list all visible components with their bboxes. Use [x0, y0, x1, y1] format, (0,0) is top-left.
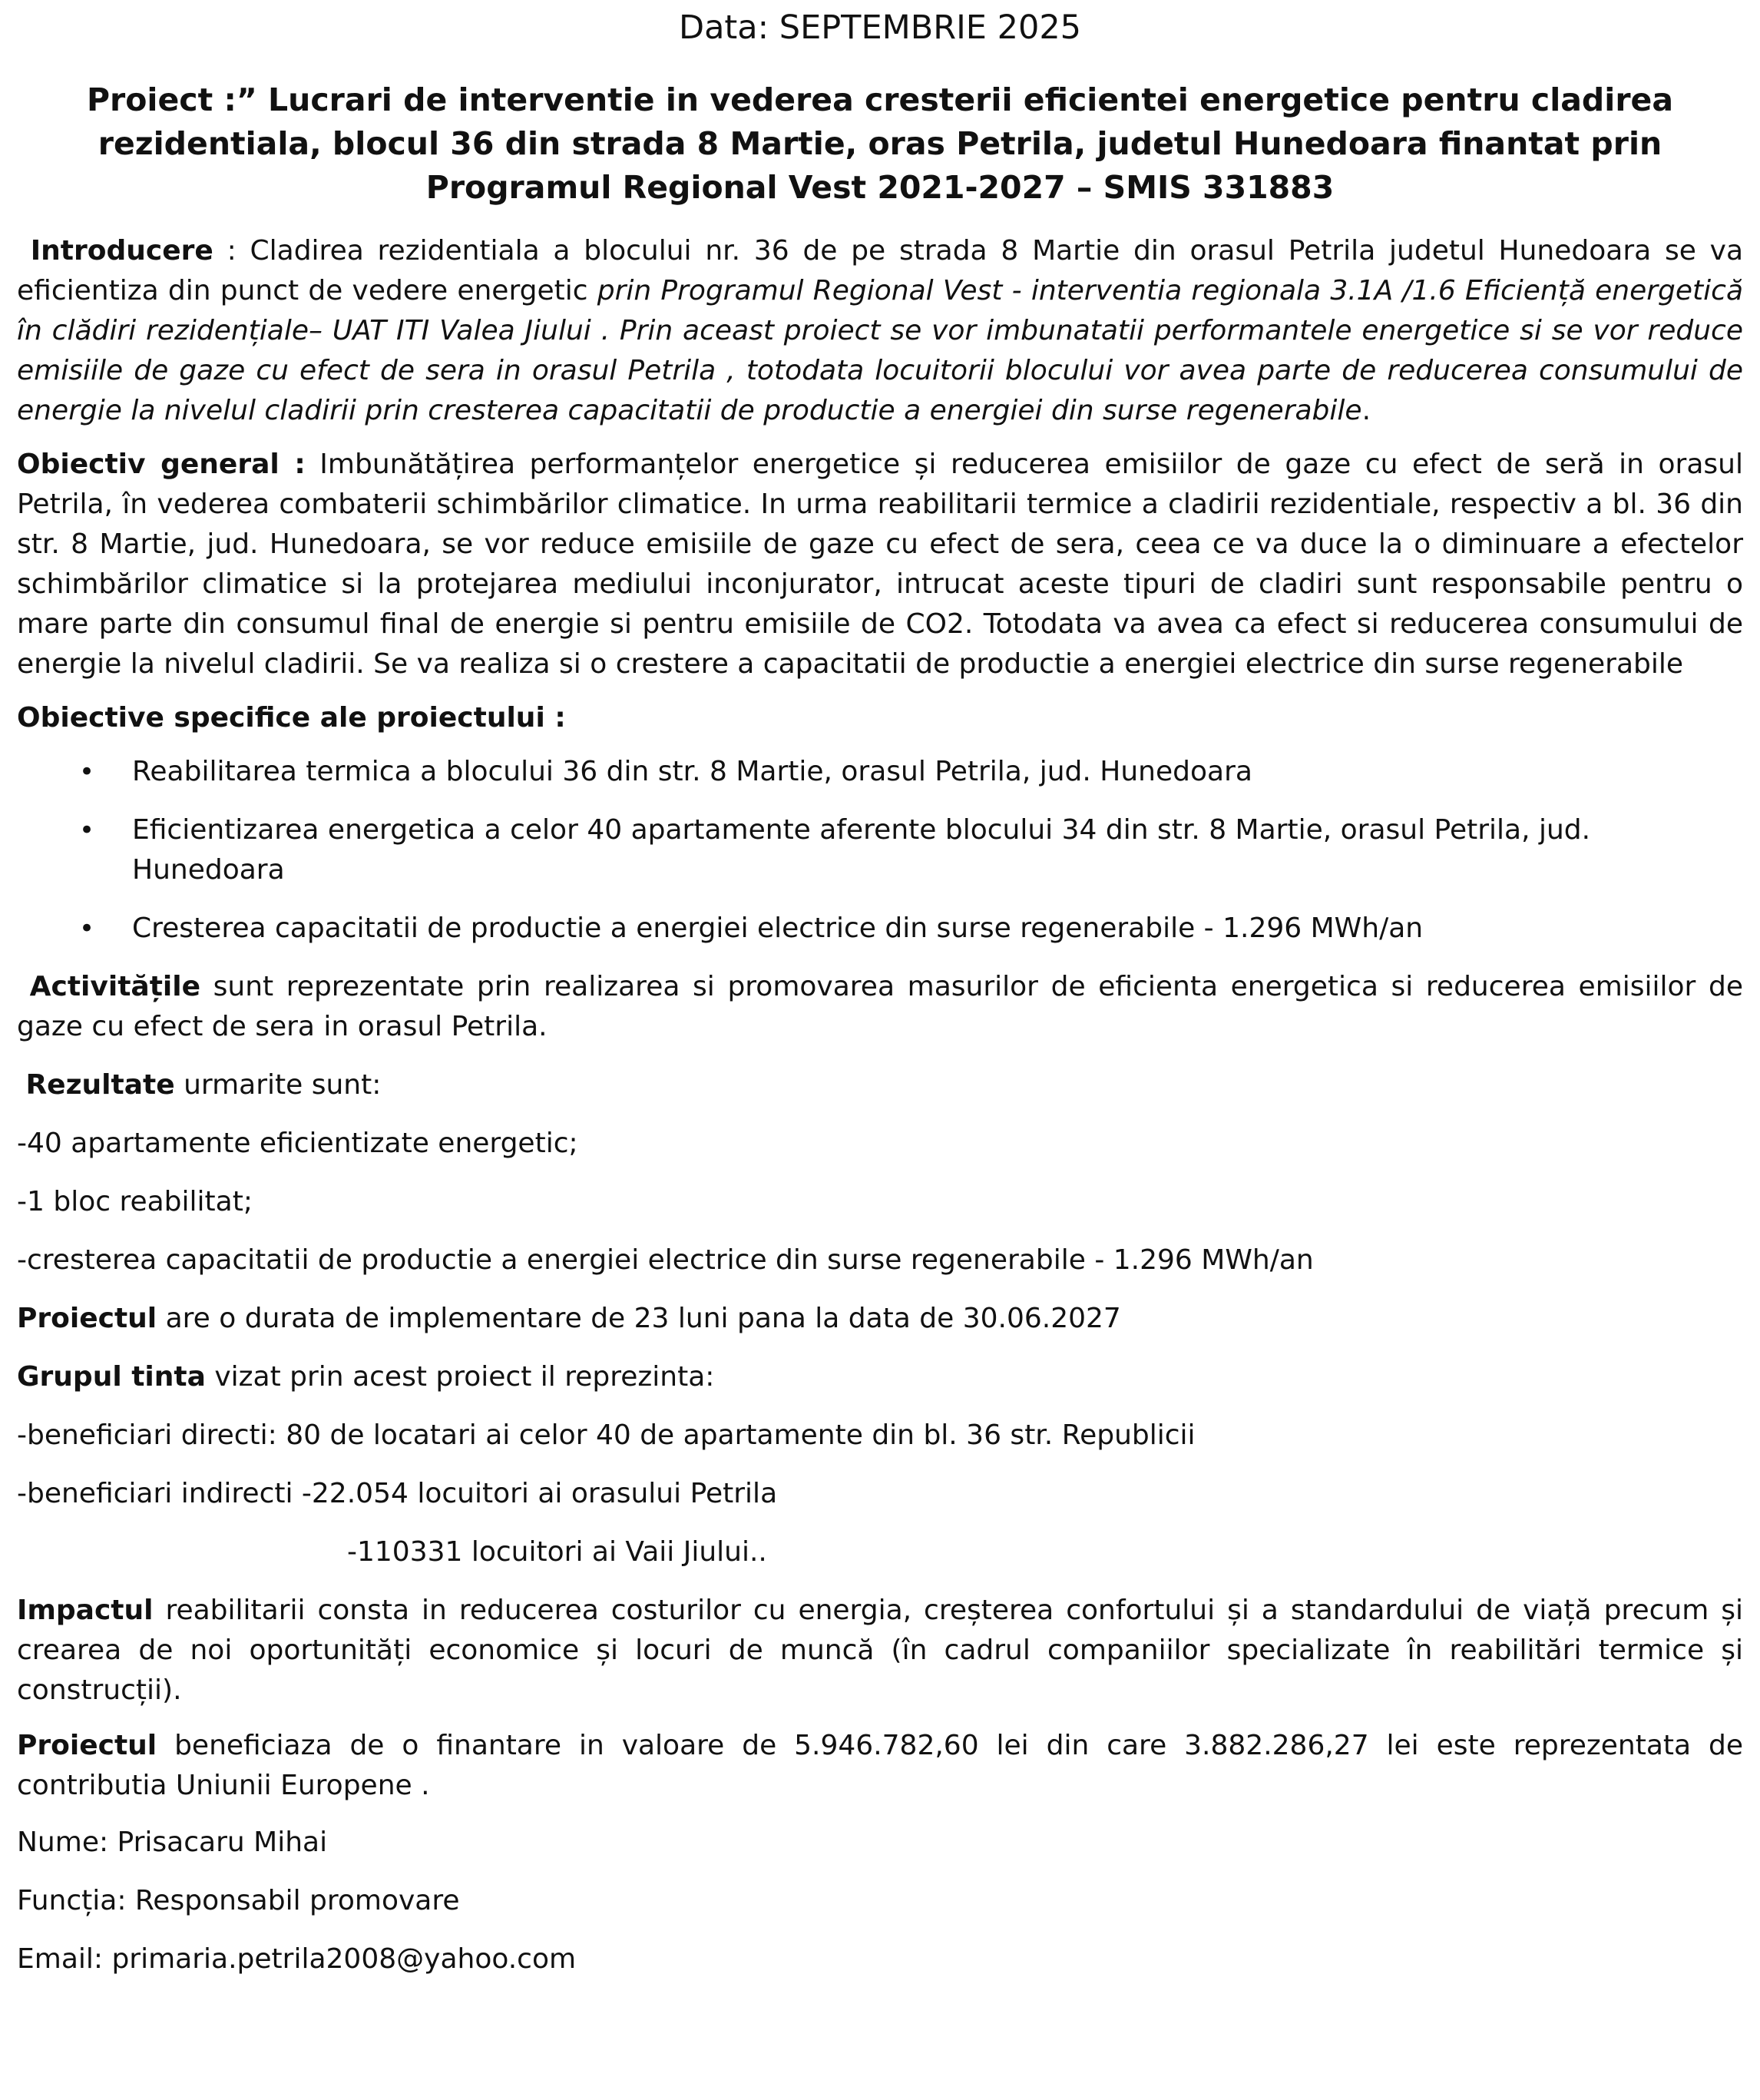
contact-name: Nume: Prisacaru Mihai: [17, 1827, 328, 1858]
funding-paragraph: [17, 1726, 1743, 1806]
result-item: -40 apartamente eficientizate energetic;: [17, 1128, 578, 1159]
impact-text: reabilitarii consta in reducerea costurilor cu energia, creșterea confortului și a standardului de viață precum și crearea de noi oportunități economice și locuri de muncă (în cadrul companiilor specializate în reabilitări termice și construcții).: [17, 1595, 1743, 1706]
result-item: -1 bloc reabilitat;: [17, 1186, 253, 1217]
activities-label: Activitățile: [29, 971, 201, 1002]
bullet-icon: •: [78, 815, 95, 846]
list-item: [17, 909, 1743, 949]
document-page: [17, 0, 1743, 1998]
contact-email: Email: primaria.petrila2008@yahoo.com: [17, 1943, 577, 1975]
list-item: [17, 810, 1743, 890]
target-group-line: [17, 1357, 1743, 1397]
list-item-text: Reabilitarea termica a blocului 36 din str. 8 Martie, orasul Petrila, jud. Hunedoara: [132, 756, 1252, 787]
indirect-beneficiaries-valley: -110331 locuitori ai Vaii Jiului..: [347, 1536, 767, 1568]
results-text: urmarite sunt:: [174, 1069, 382, 1101]
impact-label: Impactul: [17, 1595, 154, 1626]
impact-paragraph: [17, 1591, 1743, 1711]
target-label: Grupul tinta: [17, 1361, 206, 1393]
objective-text: Imbunătățirea performanțelor energetice și reducerea emisiilor de gaze cu efect de seră in orasul Petrila, în vederea combaterii schimbărilor climatice. In urma reabilitarii termice a cladirii rezidentiale, respectiv a bl. 36 din str. 8 Martie, jud. Hunedoara, se vor reduce emisiile de gaze cu efect de sera, ceea ce va duce la o diminuare a efectelor schimbărilor climatice si la protejarea mediului inconjurator, intrucat aceste tipuri de cladiri sunt responsabile pentru o mare parte din consumul final de energie si pentru emisiile de CO2. Totodata va avea ca efect si reducerea consumului de energie la nivelul cladirii. Se va realiza si o crestere a capacitatii de productie a energiei electrice din surse regenerabile: [17, 449, 1743, 680]
intro-italic-text: prin Programul Regional Vest - interventia regionala 3.1A /1.6 Eficiență energetică în clădiri rezidențiale– UAT ITI Valea Jiului . Prin aceast proiect se vor imbunatatii performantele energetice si se vor reduce emisiile de gaze cu efect de sera in orasul Petrila , totodata locuitorii blocului vor avea parte de reducerea consumului de energie la nivelul cladirii prin cresterea capacitatii de productie a energiei din surse regenerabile: [17, 275, 1744, 426]
duration-text: are o durata de implementare de 23 luni pana la data de 30.06.2027: [157, 1303, 1121, 1334]
specific-objectives-heading: [17, 698, 1743, 738]
project-title: Proiect :” Lucrari de interventie in vederea cresterii eficientei energetice pentru cladirea rezidentiala, blocul 36 din strada 8 Martie, oras Petrila, judetul Hunedoara finantat prin Programul Regional Vest 2021-2027 – SMIS 331883: [86, 81, 1674, 206]
list-item-text: Eficientizarea energetica a celor 40 apartamente aferente blocului 34 din str. 8 Martie, orasul Petrila, jud. Hunedoara: [132, 814, 1591, 886]
funding-text: beneficiaza de o finantare in valoare de 5.946.782,60 lei din care 3.882.286,27 lei este reprezentata de contributia Uniunii Europene .: [17, 1730, 1743, 1801]
intro-label: Introducere: [30, 235, 213, 267]
objective-paragraph: [17, 445, 1743, 684]
intro-separator: :: [213, 235, 250, 267]
specific-objectives-list: [17, 752, 1743, 949]
specific-heading-text: Obiective specifice ale proiectului :: [17, 702, 566, 734]
indirect-beneficiaries: -beneficiari indirecti -22.054 locuitori ai orasului Petrila: [17, 1478, 778, 1509]
intro-end: .: [1361, 395, 1371, 426]
activities-paragraph: [17, 967, 1743, 1047]
objective-label: Obiectiv general :: [17, 449, 306, 480]
list-item: [17, 752, 1743, 792]
list-item-text: Cresterea capacitatii de productie a energiei electrice din surse regenerabile - 1.296 MWh/an: [132, 913, 1424, 944]
bullet-icon: •: [78, 757, 95, 787]
activities-text: sunt reprezentate prin realizarea si promovarea masurilor de eficienta energetica si reducerea emisiilor de gaze cu efect de sera in orasul Petrila.: [17, 971, 1743, 1042]
duration-line: [17, 1299, 1743, 1339]
intro-text: Cladirea rezidentiala a blocului nr. 36 de pe strada 8 Martie din orasul Petrila judetul Hunedoara se va eficientiza din punct de vedere energetic: [17, 235, 1744, 306]
result-item: -cresterea capacitatii de productie a energiei electrice din surse regenerabile - 1.296 MWh/an: [17, 1244, 1314, 1276]
results-label: Rezultate: [25, 1069, 175, 1101]
funding-label: Proiectul: [17, 1730, 157, 1761]
results-heading: [17, 1065, 1743, 1105]
direct-beneficiaries: -beneficiari directi: 80 de locatari ai celor 40 de apartamente din bl. 36 str. Republicii: [17, 1419, 1196, 1451]
bullet-icon: •: [78, 913, 95, 944]
contact-role: Funcția: Responsabil promovare: [17, 1885, 460, 1916]
duration-label: Proiectul: [17, 1303, 157, 1334]
intro-paragraph: [17, 231, 1743, 431]
document-date: Data: SEPTEMBRIE 2025: [678, 8, 1082, 47]
target-text: vizat prin acest proiect il reprezinta:: [205, 1361, 715, 1393]
